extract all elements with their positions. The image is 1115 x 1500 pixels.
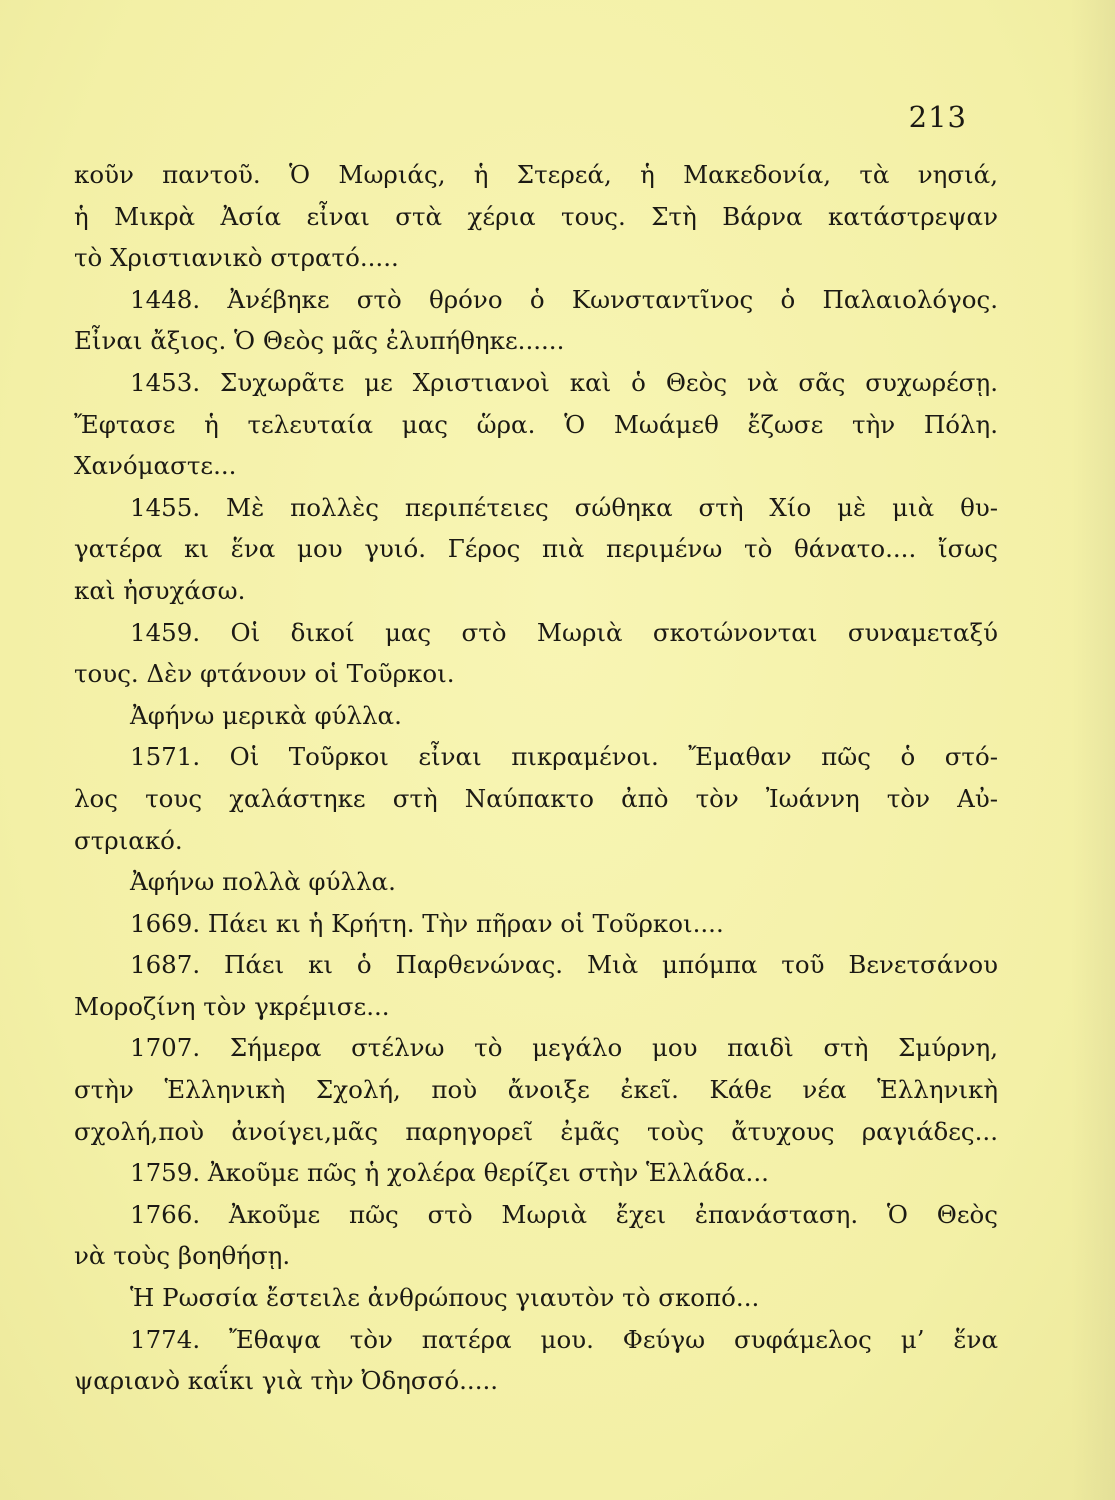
text-line: κοῦν παντοῦ. Ὁ Μωριάς, ἡ Στερεά, ἡ Μακεδονία, τὰ νησιά,: [74, 160, 998, 189]
text-line: 1687. Πάει κι ὁ Παρθενώνας. Μιὰ μπόμπα τοῦ Βενετσάνου: [130, 950, 998, 980]
text-line: Ἔφτασε ἡ τελευταία μας ὥρα. Ὁ Μωάμεθ ἔζωσε τὴν Πόλη.: [74, 409, 998, 439]
text-line: νὰ τοὺς βοηθήσῃ.: [74, 1241, 291, 1271]
text-line: 1774. Ἔθαψα τὸν πατέρα μου. Φεύγω συφάμελος μ’ ἕνα: [130, 1324, 998, 1354]
text-line: ἡ Μικρὰ Ἀσία εἶναι στὰ χέρια τους. Στὴ Βάρνα κατάστρεψαν: [74, 201, 998, 231]
text-line: Χανόμαστε...: [74, 451, 237, 481]
page-edge-shadow: [1071, 0, 1115, 1500]
text-line: 1759. Ἀκοῦμε πῶς ἡ χολέρα θερίζει στὴν Ἑλλάδα...: [130, 1158, 769, 1188]
text-line: 1455. Μὲ πολλὲς περιπέτειες σώθηκα στὴ Χίο μὲ μιὰ θυ-: [130, 492, 998, 522]
text-line: 1453. Συχωρᾶτε με Χριστιανοὶ καὶ ὁ Θεὸς νὰ σᾶς συχωρέσῃ.: [130, 367, 998, 397]
page-number: 213: [908, 100, 967, 134]
text-line: 1669. Πάει κι ἡ Κρήτη. Τὴν πῆραν οἱ Τοῦρκοι....: [130, 908, 724, 938]
text-line: καὶ ἡσυχάσω.: [74, 575, 246, 605]
text-line: σχολή,ποὺ ἀνοίγει,μᾶς παρηγορεῖ ἐμᾶς τοὺς ἄτυχους ραγιάδες...: [74, 1116, 998, 1146]
text-line: γατέρα κι ἕνα μου γυιό. Γέρος πιὰ περιμένω τὸ θάνατο.... ἴσως: [74, 534, 998, 564]
text-line: Μοροζίνη τὸν γκρέμισε...: [74, 991, 390, 1021]
text-line: 1448. Ἀνέβηκε στὸ θρόνο ὁ Κωνσταντῖνος ὁ Παλαιολόγος.: [130, 284, 998, 314]
text-line: Ἀφήνω πολλὰ φύλλα.: [130, 867, 396, 897]
text-line: 1707. Σήμερα στέλνω τὸ μεγάλο μου παιδὶ στὴ Σμύρνη,: [130, 1033, 998, 1063]
text-line: Ἡ Ρωσσία ἔστειλε ἀνθρώπους γιαυτὸν τὸ σκοπό...: [130, 1283, 760, 1313]
text-line: λος τους χαλάστηκε στὴ Ναύπακτο ἀπὸ τὸν Ἰωάννη τὸν Αὐ-: [74, 783, 998, 813]
text-line: 1459. Οἱ δικοί μας στὸ Μωριὰ σκοτώνονται συναμεταξύ: [130, 617, 998, 647]
text-line: ψαριανὸ καΐκι γιὰ τὴν Ὀδησσό.....: [74, 1366, 499, 1396]
text-line: Ἀφήνω μερικὰ φύλλα.: [130, 700, 402, 730]
chronicle-text: [74, 154, 998, 1402]
text-line: τους. Δὲν φτάνουν οἱ Τοῦρκοι.: [74, 659, 455, 689]
text-line: τὸ Χριστιανικὸ στρατό.....: [74, 243, 399, 273]
text-line: 1571. Οἱ Τοῦρκοι εἶναι πικραμένοι. Ἔμαθαν πῶς ὁ στό-: [130, 742, 998, 772]
text-line: στὴν Ἑλληνικὴ Σχολή, ποὺ ἄνοιξε ἐκεῖ. Κάθε νέα Ἑλληνικὴ: [74, 1075, 998, 1105]
text-line: 1766. Ἀκοῦμε πῶς στὸ Μωριὰ ἔχει ἐπανάσταση. Ὁ Θεὸς: [130, 1199, 998, 1229]
text-line: Εἶναι ἄξιος. Ὁ Θεὸς μᾶς ἐλυπήθηκε......: [74, 326, 565, 356]
text-line: στριακό.: [74, 825, 183, 855]
